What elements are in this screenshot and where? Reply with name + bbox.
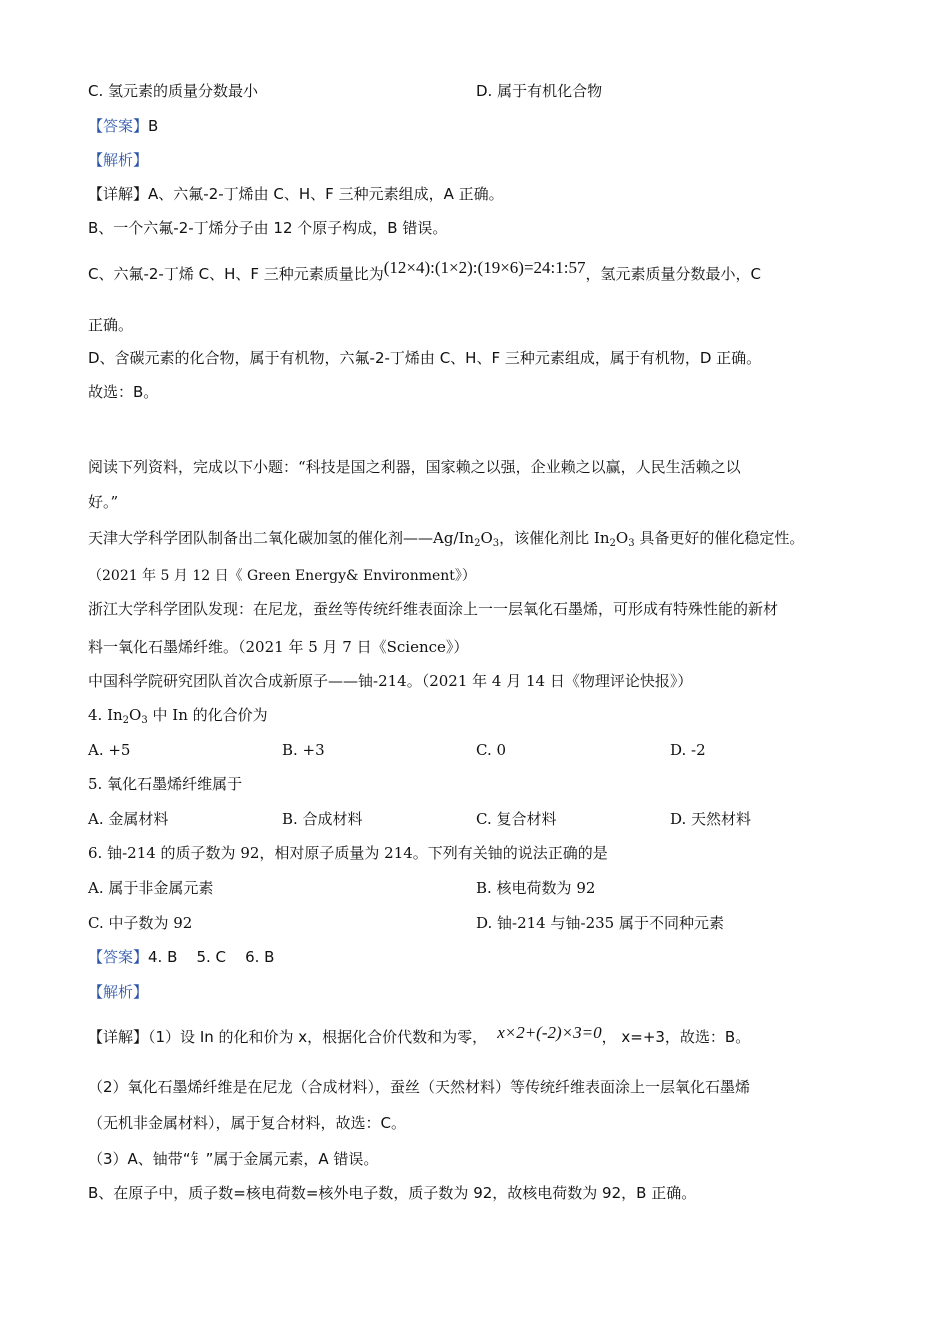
- option-c: C. 氢元素的质量分数最小: [88, 82, 259, 100]
- detail-line-1: [88, 184, 504, 204]
- p1-d: O: [615, 529, 629, 547]
- detail-line-3: [88, 258, 761, 287]
- p1-c: ，该催化剂比 In: [499, 529, 610, 547]
- q4-sub-3: 3: [141, 715, 148, 726]
- q5-stem: 5. 氧化石墨烯纤维属于: [88, 775, 243, 793]
- q4-stem: [88, 705, 268, 731]
- detail2-line-1-prefix: （1）设 In 的化和价为 x，根据化合价代数和为零，: [148, 1028, 488, 1046]
- reading-para-2-line-1: 浙江大学科学团队发现：在尼龙，蚕丝等传统纤维表面涂上一一层氧化石墨烯，可形成有特殊性能的新材: [88, 600, 779, 618]
- q4-stem-a: 4. In: [88, 706, 123, 724]
- detail2-line-1-suffix: ， x=+3，故选：B。: [601, 1028, 751, 1046]
- q5-option-d: D. 天然材料: [670, 810, 752, 828]
- q4-option-b: B. +3: [282, 741, 325, 759]
- answer-tag-2: 【答案】: [88, 948, 149, 966]
- q4-sub-2: 2: [122, 715, 130, 726]
- detail-line-4: 正确。: [88, 316, 134, 334]
- answer-tag: 【答案】: [88, 117, 149, 135]
- answer-value: B: [148, 117, 159, 135]
- q6-stem: 6. 铀-214 的质子数为 92，相对原子质量为 214。下列有关铀的说法正确的是: [88, 844, 608, 862]
- reading-intro-1: 阅读下列资料，完成以下小题：“科技是国之利器，国家赖之以强，企业赖之以赢，人民生活赖之以: [88, 458, 741, 476]
- p1-b: O: [480, 529, 493, 547]
- detail2-line-4: （3）A、铀带“钅”属于金属元素，A 错误。: [88, 1150, 379, 1168]
- p1-a: 天津大学科学团队制备出二氧化碳加氢的催化剂——Ag/In: [88, 529, 475, 547]
- p1-sub-3b: 3: [628, 538, 635, 549]
- analysis-tag: 【解析】: [88, 151, 149, 169]
- analysis-tag-2: 【解析】: [88, 983, 149, 1001]
- option-d: D. 属于有机化合物: [476, 82, 603, 100]
- mass-ratio-formula: (12×4):(1×2):(19×6)=24:1:57: [383, 258, 586, 277]
- p1-sub-2a: 2: [474, 538, 481, 549]
- q5-option-c: C. 复合材料: [476, 810, 557, 828]
- q6-option-c: C. 中子数为 92: [88, 914, 193, 932]
- detail-line-3-prefix: C、六氟-2-丁烯 C、H、F 三种元素质量比为: [88, 265, 384, 283]
- answer-line-2: [88, 947, 274, 967]
- detail-line-6: 故选：B。: [88, 383, 159, 401]
- p1-sub-3a: 3: [492, 538, 500, 549]
- reading-para-1: [88, 528, 804, 554]
- detail2-line-2: （2）氧化石墨烯纤维是在尼龙（合成材料），蚕丝（天然材料）等传统纤维表面涂上一层氧化石墨烯: [88, 1078, 751, 1096]
- q6-option-d: D. 铀-214 与铀-235 属于不同种元素: [476, 914, 724, 932]
- reading-source-1: （2021 年 5 月 12 日《 Green Energy& Environment》）: [88, 568, 476, 584]
- answer-value-2: 4. B 5. C 6. B: [148, 948, 275, 966]
- q5-option-b: B. 合成材料: [282, 810, 363, 828]
- q6-option-b: B. 核电荷数为 92: [476, 879, 596, 897]
- answer-line: [88, 116, 158, 136]
- p1-e: 具备更好的催化稳定性。: [634, 529, 805, 547]
- detail-tag: 【详解】: [88, 185, 149, 203]
- detail2-line-1: [88, 1024, 750, 1050]
- q4-option-a: A. +5: [88, 741, 131, 759]
- q6-option-a: A. 属于非金属元素: [88, 879, 214, 897]
- reading-para-3: 中国科学院研究团队首次合成新原子——铀-214。（2021 年 4 月 14 日《物理评论快报》）: [88, 672, 693, 690]
- detail-line-3-suffix: ，氢元素质量分数最小，C: [585, 265, 761, 283]
- q4-stem-b: O: [129, 706, 142, 724]
- detail2-line-5: B、在原子中，质子数=核电荷数=核外电子数，质子数为 92，故核电荷数为 92，B 正确。: [88, 1184, 697, 1202]
- detail-line-5: D、含碳元素的化合物，属于有机物，六氟-2-丁烯由 C、H、F 三种元素组成，属于有机物，D 正确。: [88, 349, 762, 367]
- detail2-line-3: （无机非金属材料），属于复合材料，故选：C。: [88, 1114, 406, 1132]
- reading-intro-2: 好。”: [88, 493, 119, 511]
- detail-text: A、六氟-2-丁烯由 C、H、F 三种元素组成，A 正确。: [148, 185, 504, 203]
- q4-stem-c: 中 In 的化合价为: [147, 706, 268, 724]
- detail-line-2: B、一个六氟-2-丁烯分子由 12 个原子构成，B 错误。: [88, 219, 448, 237]
- q4-option-c: C. 0: [476, 741, 507, 759]
- reading-para-2-line-2: 料一氧化石墨烯纤维。（2021 年 5 月 7 日《Science》）: [88, 638, 469, 656]
- valence-formula: x×2+(-2)×3=0: [497, 1023, 602, 1042]
- q5-option-a: A. 金属材料: [88, 810, 169, 828]
- q4-option-d: D. -2: [670, 741, 706, 759]
- detail-tag-2: 【详解】: [88, 1028, 149, 1046]
- p1-sub-2b: 2: [609, 538, 616, 549]
